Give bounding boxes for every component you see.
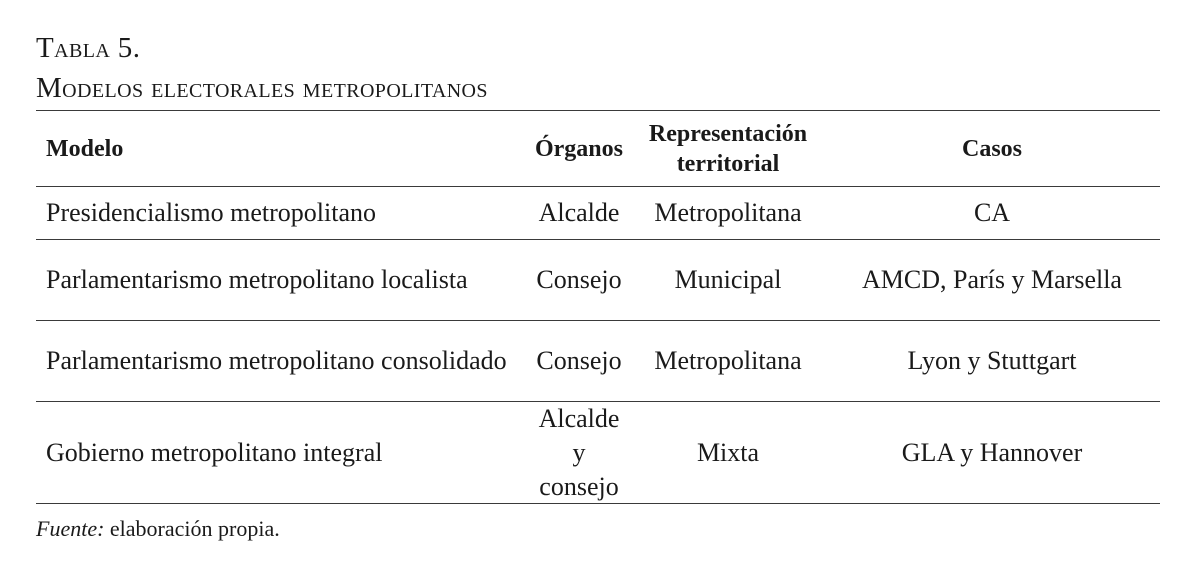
cell-modelo: Parlamentarismo metropolitano localista (36, 240, 522, 321)
header-modelo: Modelo (36, 111, 522, 187)
table-header-row (36, 111, 1160, 187)
cell-casos: CA (820, 187, 1160, 240)
cell-modelo: Presidencialismo metropolitano (36, 187, 522, 240)
table-title: Modelos electorales metropolitanos (36, 72, 488, 104)
cell-representacion: Municipal (632, 240, 820, 321)
cell-representacion: Metropolitana (632, 321, 820, 402)
source-text: elaboración propia. (109, 516, 280, 541)
cell-representacion: Metropolitana (632, 187, 820, 240)
cell-casos: Lyon y Stuttgart (820, 321, 1160, 402)
table-number: Tabla 5. (36, 32, 141, 64)
electoral-models-table (36, 110, 1160, 504)
cell-modelo: Parlamentarismo metropolitano consolidado (36, 321, 522, 402)
table-row (36, 187, 1160, 240)
cell-organos: Consejo (522, 321, 632, 402)
source-label: Fuente: (36, 516, 105, 541)
cell-organos: Alcalde y consejo (522, 402, 632, 504)
header-casos: Casos (820, 111, 1160, 187)
cell-casos: AMCD, París y Marsella (820, 240, 1160, 321)
header-representacion-territorial: Representación territorial (632, 111, 820, 187)
cell-organos: Alcalde (522, 187, 632, 240)
cell-representacion: Mixta (632, 402, 820, 504)
cell-organos: Consejo (522, 240, 632, 321)
table-row (36, 240, 1160, 321)
cell-casos: GLA y Hannover (820, 402, 1160, 504)
header-organos: Órganos (522, 111, 632, 187)
source-note (36, 516, 280, 542)
table-row (36, 321, 1160, 402)
cell-modelo: Gobierno metropolitano integral (36, 402, 522, 504)
table-row (36, 402, 1160, 504)
